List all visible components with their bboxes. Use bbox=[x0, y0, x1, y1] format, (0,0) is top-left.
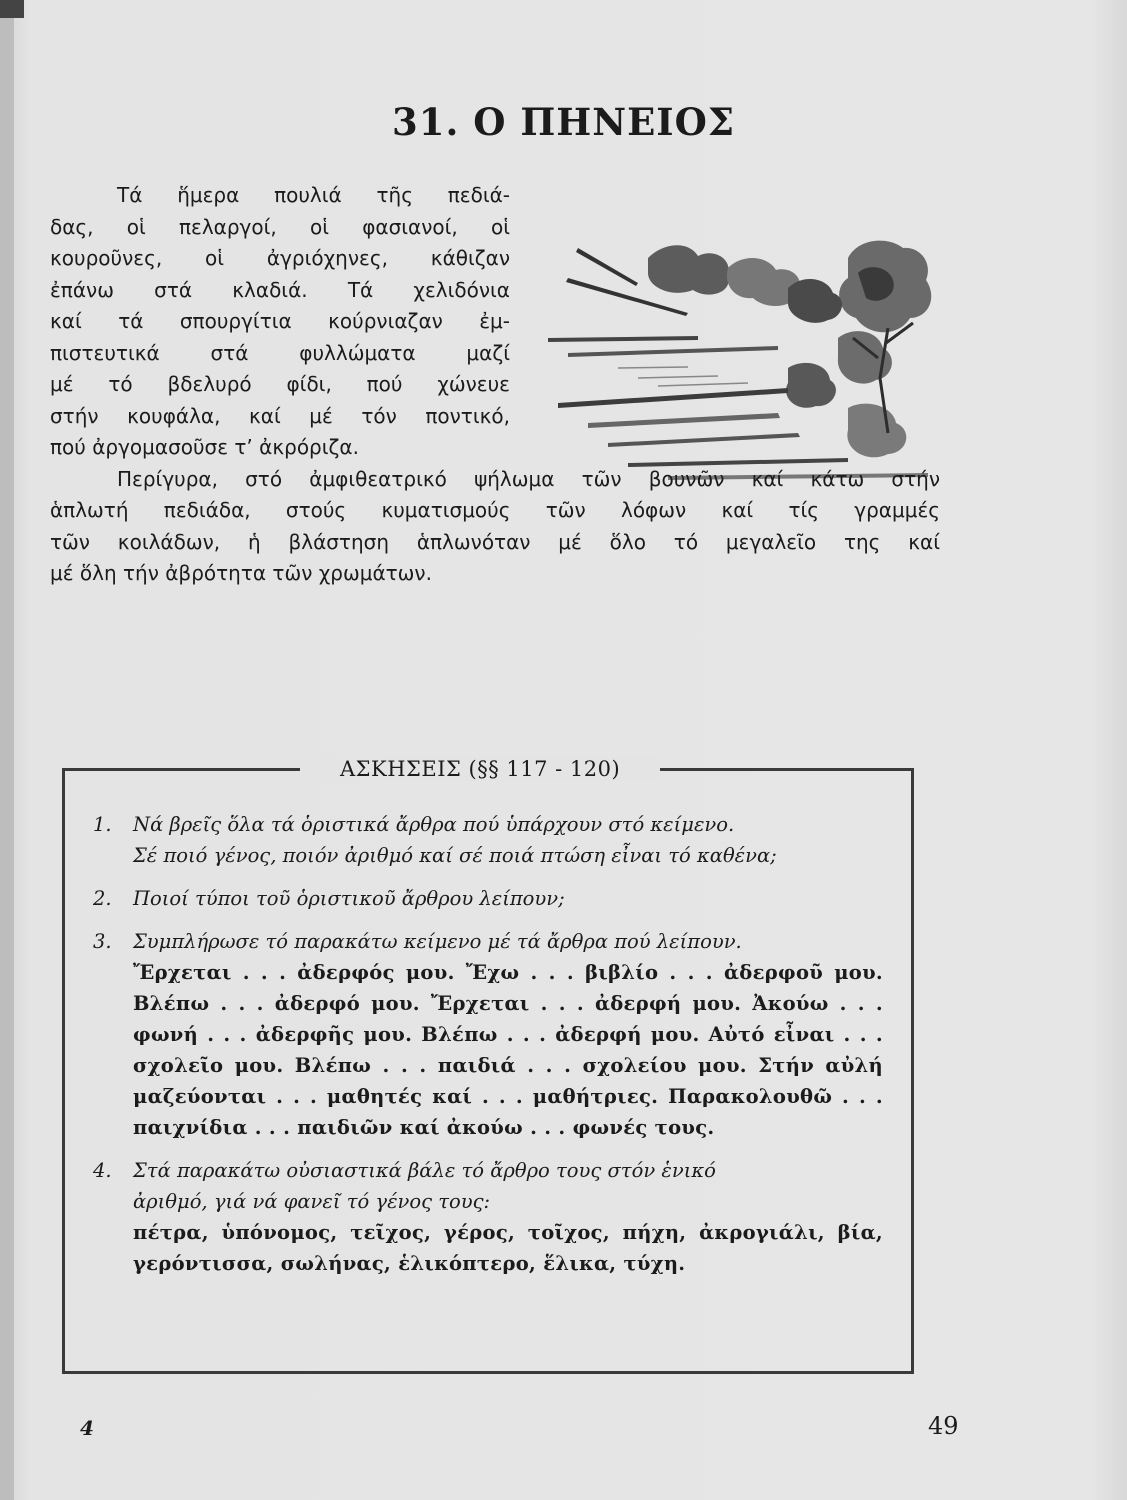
paragraph-2 bbox=[50, 464, 940, 590]
p1-line: πιστευτικά στά φυλλώματα μαζί bbox=[50, 340, 510, 365]
exercise-text: Νά βρεῖς ὅλα τά ὁριστικά ἄρθρα πού ὑπάρχουν στό κείμενο. bbox=[133, 813, 735, 836]
exercise-number: 3. bbox=[93, 930, 112, 953]
p1-line: πού ἀργομασοῦσε τ’ ἀκρόριζα. bbox=[50, 435, 359, 459]
fill-in-line: μαζεύονται . . . μαθητές καί . . . μαθήτριες. Παρακολουθῶ . . . bbox=[133, 1085, 883, 1108]
p2-line: μέ ὅλη τήν ἀβρότητα τῶν χρωμάτων. bbox=[50, 561, 432, 585]
p1-line: Τά ἥμερα πουλιά τῆς πεδιά- bbox=[117, 183, 510, 207]
p1-line: ἐπάνω στά κλαδιά. Τά χελιδόνια bbox=[50, 277, 510, 302]
p1-line: καί τά σπουργίτια κούρνιαζαν ἐμ- bbox=[50, 309, 510, 333]
exercise-1 bbox=[93, 809, 883, 871]
p1-line: δας, οἱ πελαργοί, οἱ φασιανοί, οἱ bbox=[50, 214, 510, 239]
fill-in-line: Ἔρχεται . . . ἀδερφός μου. Ἔχω . . . βιβλίο . . . ἀδερφοῦ μου. bbox=[133, 961, 883, 984]
fill-in-line: σχολεῖο μου. Βλέπω . . . παιδιά . . . σχολείου μου. Στήν αὐλή bbox=[133, 1054, 883, 1077]
exercise-text: Συμπλήρωσε τό παρακάτω κείμενο μέ τά ἄρθρα πού λείπουν. bbox=[133, 930, 742, 953]
page-binding-edge bbox=[0, 0, 14, 1500]
corner-mark bbox=[0, 0, 24, 18]
p2-line: ἁπλωτή πεδιάδα, στούς κυματισμούς τῶν λόφων καί τίς γραμμές bbox=[50, 498, 940, 522]
page-title: 31. Ο ΠΗΝΕΙΟΣ bbox=[392, 100, 735, 144]
p1-line: κουροῦνες, οἱ ἀγριόχηνες, κάθιζαν bbox=[50, 246, 510, 270]
exercise-number: 2. bbox=[93, 887, 112, 910]
p1-line: στήν κουφάλα, καί μέ τόν ποντικό, bbox=[50, 403, 510, 428]
exercise-number: 1. bbox=[93, 813, 112, 836]
fill-in-line: παιχνίδια . . . παιδιῶν καί ἀκούω . . . φωνές τους. bbox=[133, 1116, 715, 1139]
p1-line: μέ τό βδελυρό φίδι, πού χώνευε bbox=[50, 372, 510, 396]
exercise-list bbox=[93, 809, 883, 1291]
exercise-text: Στά παρακάτω οὐσιαστικά βάλε τό ἄρθρο τους στόν ἑνικό bbox=[133, 1159, 716, 1182]
p2-line: Περίγυρα, στό ἀμφιθεατρικό ψήλωμα τῶν βουνῶν καί κάτω στήν bbox=[117, 466, 940, 491]
noun-list-line: πέτρα, ὑπόνομος, τεῖχος, γέρος, τοῖχος, πήχη, ἀκρογιάλι, βία, bbox=[133, 1221, 883, 1244]
noun-list-line: γερόντισσα, σωλήνας, ἑλικόπτερο, ἕλικα, τύχη. bbox=[133, 1252, 686, 1275]
exercise-3 bbox=[93, 926, 883, 1143]
exercise-2 bbox=[93, 883, 883, 914]
page-number: 49 bbox=[928, 1412, 959, 1440]
exercise-text: Ποιοί τύποι τοῦ ὁριστικοῦ ἄρθρου λείπουν; bbox=[133, 887, 565, 910]
p2-line: τῶν κοιλάδων, ἡ βλάστηση ἁπλωνόταν μέ ὅλο τό μεγαλεῖο της καί bbox=[50, 529, 940, 554]
exercise-text: Σέ ποιό γένος, ποιόν ἀριθμό καί σέ ποιά πτώση εἶναι τό καθένα; bbox=[133, 844, 777, 867]
paragraph-1 bbox=[50, 180, 510, 464]
signature-mark: 4 bbox=[80, 1416, 94, 1440]
exercise-4 bbox=[93, 1155, 883, 1279]
fill-in-line: φωνή . . . ἀδερφῆς μου. Βλέπω . . . ἀδερφή μου. Αὐτό εἶναι . . . bbox=[133, 1023, 883, 1046]
exercise-text: ἀριθμό, γιά νά φανεῖ τό γένος τους: bbox=[133, 1190, 491, 1213]
exercises-heading: ΑΣΚΗΣΕΙΣ (§§ 117 - 120) bbox=[300, 757, 660, 781]
exercises-box bbox=[62, 757, 914, 1374]
exercise-number: 4. bbox=[93, 1159, 112, 1182]
fill-in-line: Βλέπω . . . ἀδερφό μου. Ἔρχεται . . . ἀδερφή μου. Ἀκούω . . . bbox=[133, 992, 883, 1015]
story-text bbox=[50, 180, 940, 590]
